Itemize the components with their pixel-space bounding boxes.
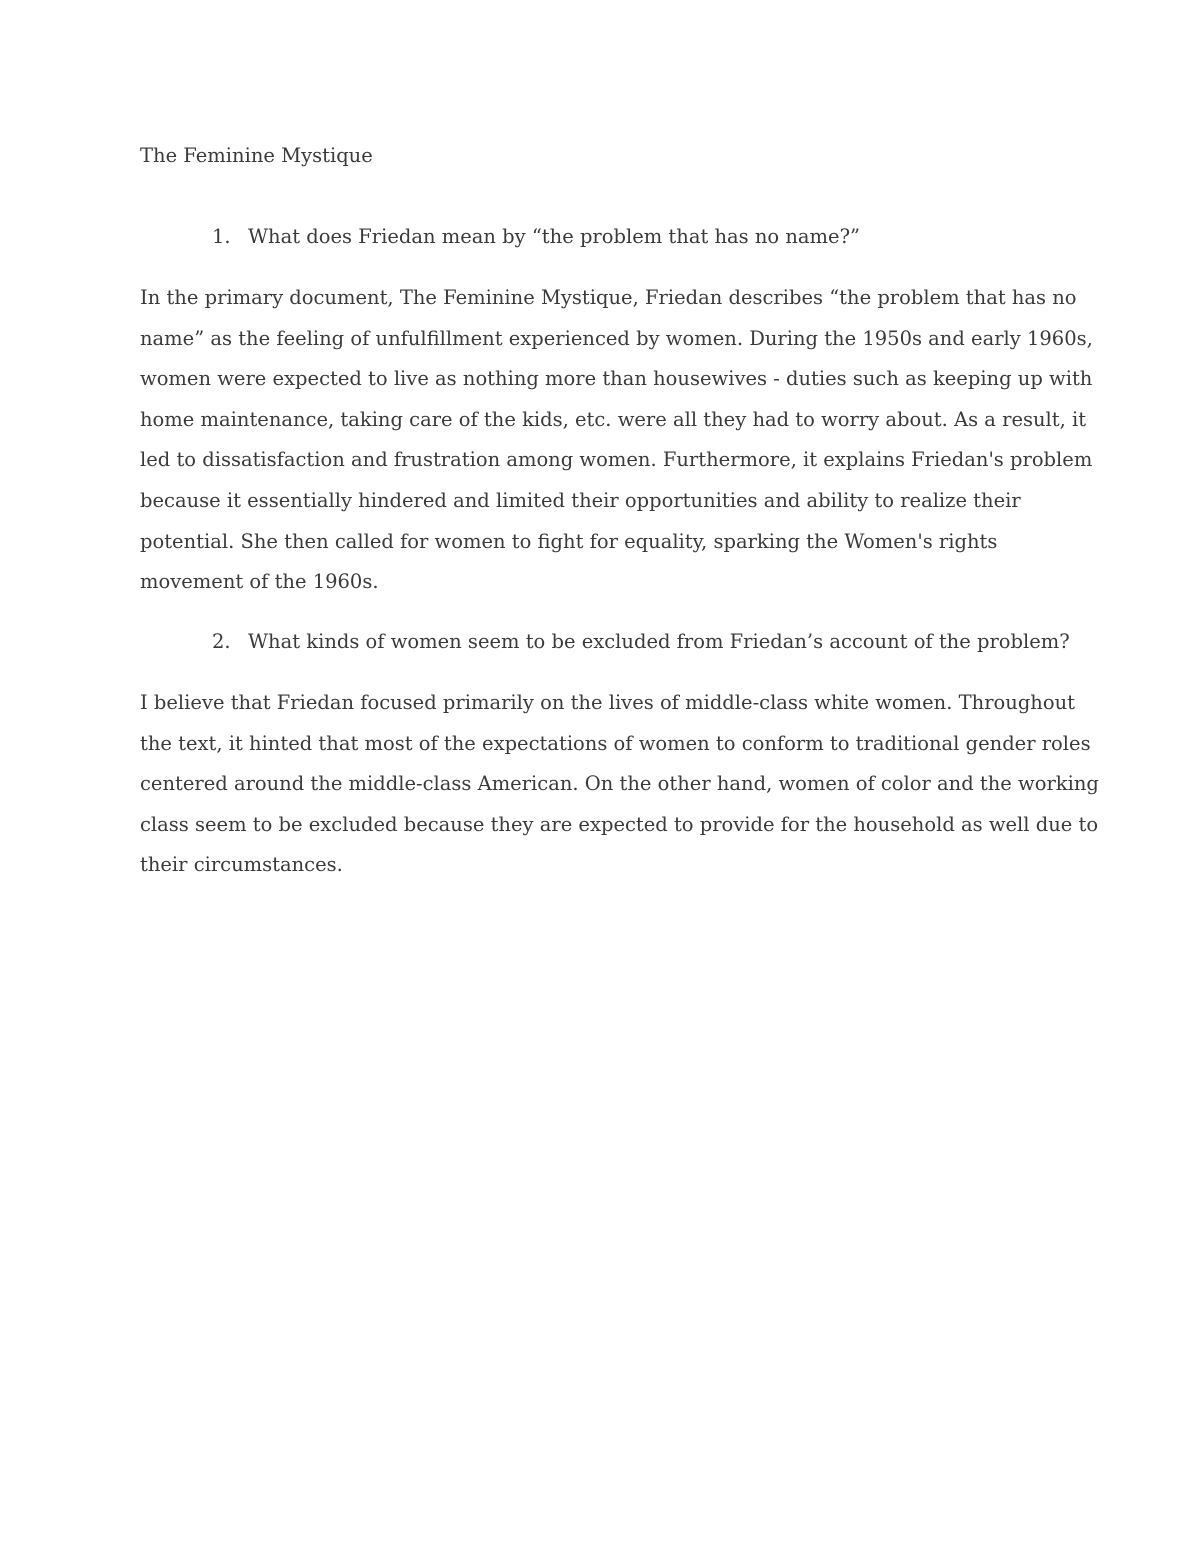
question-1 <box>212 223 860 251</box>
document-title: The Feminine Mystique <box>140 144 373 167</box>
question-2-number: 2. <box>212 630 231 653</box>
answer-1-line: women were expected to live as nothing more than housewives - duties such as keeping up with <box>140 367 1093 391</box>
answer-1-line: because it essentially hindered and limited their opportunities and ability to realize their <box>140 488 1021 512</box>
question-2 <box>212 628 1070 656</box>
question-2-text: What kinds of women seem to be excluded from Friedan’s account of the problem? <box>248 630 1070 653</box>
answer-1-line: home maintenance, taking care of the kids, etc. were all they had to worry about. As a result, it <box>140 407 1087 431</box>
answer-2-line: the text, it hinted that most of the expectations of women to conform to traditional gender roles <box>140 731 1091 755</box>
question-1-number: 1. <box>212 225 231 248</box>
answer-1-line: potential. She then called for women to fight for equality, sparking the Women's rights <box>140 529 998 553</box>
answer-2-line: class seem to be excluded because they are expected to provide for the household as well due to <box>140 812 1099 836</box>
answer-1-line: name” as the feeling of unfulfillment experienced by women. During the 1950s and early 1960s, <box>140 326 1093 350</box>
answer-2-paragraph <box>140 683 1099 886</box>
answer-2-line: I believe that Friedan focused primarily on the lives of middle-class white women. Throughout <box>140 691 1075 714</box>
answer-1-line: led to dissatisfaction and frustration among women. Furthermore, it explains Friedan's problem <box>140 448 1093 472</box>
answer-1-line: movement of the 1960s. <box>140 570 379 594</box>
answer-1-line: In the primary document, The Feminine Mystique, Friedan describes “the problem that has no <box>140 286 1077 309</box>
question-1-text: What does Friedan mean by “the problem that has no name?” <box>248 225 861 248</box>
answer-2-line: centered around the middle-class American. On the other hand, women of color and the working <box>140 772 1099 796</box>
answer-2-line: their circumstances. <box>140 853 343 877</box>
answer-1-paragraph <box>140 278 1093 603</box>
